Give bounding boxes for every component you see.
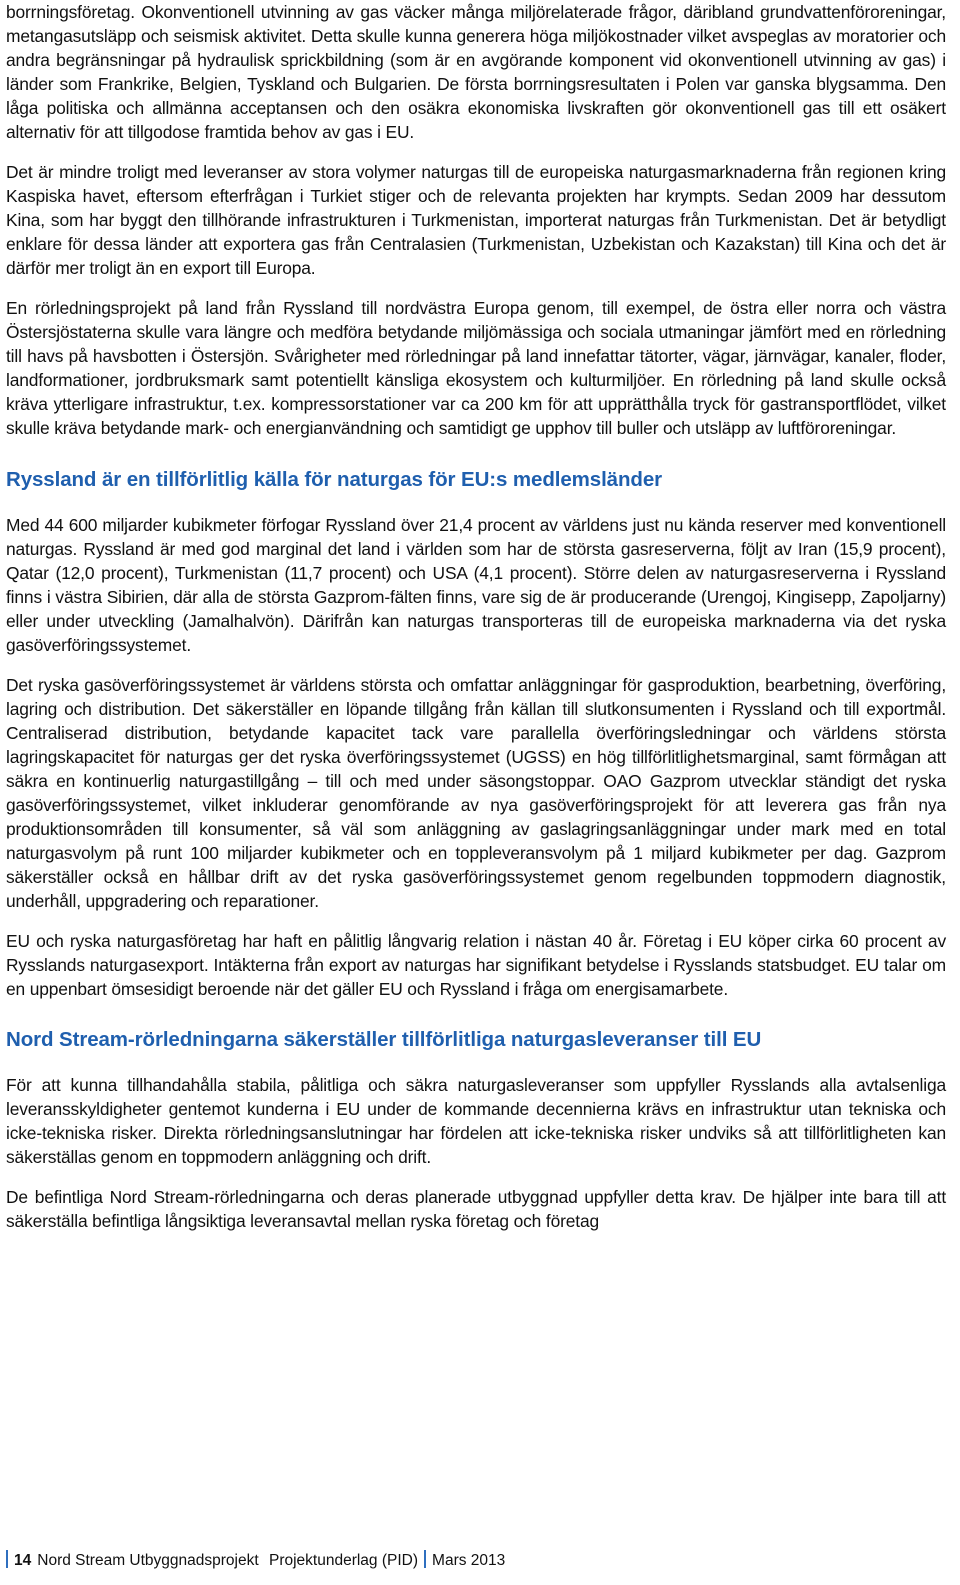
paragraph-stable-supply: För att kunna tillhandahålla stabila, pålitliga och säkra naturgasleveranser som uppfyller Rysslands alla avtalsenliga leveransskyldigheter gentemot kunderna i EU under de kommande decennierna krävs en infrastruktur utan tekniska och icke-tekniska risker. Direkta rörledningsanslutningar har fördelen att icke-tekniska risker undviks så att tillförlitligheten kan säkerställas genom en toppmodern anläggning och drift. xyxy=(6,1075,946,1167)
paragraph-russian-reserves: Med 44 600 miljarder kubikmeter förfogar Ryssland över 21,4 procent av världens just nu kända reserver med konventionell naturgas. Ryssland är med god marginal det land i världen som har de största gasreserverna, följt av Iran (15,9 procent), Qatar (12,0 procent), Turkmenistan (11,7 procent) och USA (4,1 procent). Större delen av naturgasreserverna i Ryssland finns i västra Sibirien, där alla de största Gazprom-fälten finns, vare sig de är producerande (Urengoj, Kingisepp, Zapoljarny) eller under utveckling (Jamalhalvön). Därifrån kan naturgas transporteras till de europeiska marknaderna via det ryska gasöverföringssystemet. xyxy=(6,515,946,655)
footer-middle-divider xyxy=(424,1550,426,1568)
section-heading-nord-stream-reliable-supply: Nord Stream-rörledningarna säkerställer tillförlitliga naturgasleveranser till EU xyxy=(6,1028,762,1051)
footer-project-title: Nord Stream Utbyggnadsprojekt xyxy=(37,1552,259,1569)
paragraph-caspian-region: Det är mindre troligt med leveranser av stora volymer naturgas till de europeiska naturgasmarknaderna från regionen kring Kaspiska havet, eftersom efterfrågan i Turkiet stiger och de relevanta projekten har krympts. Sedan 2009 har dessutom Kina, som har byggt den tillhörande infrastrukturen i Turkmenistan, importerat naturgas från Turkmenistan. Det är betydligt enklare för dessa länder att exportera gas från Centralasien (Turkmenistan, Uzbekistan och Kazakstan) till Kina och det är därför mer troligt än en export till Europa. xyxy=(6,162,946,278)
paragraph-unconventional-gas: borrningsföretag. Okonventionell utvinning av gas väcker många miljörelaterade frågor, däribland grundvattenföroreningar, metangasutsläpp och seismisk aktivitet. Detta skulle kunna generera höga miljökostnader vilket avspeglas av moratorier och andra begränsningar på hydraulisk sprickbildning (som är en avgörande komponent vid okonventionell utvinning av gas) i länder som Frankrike, Belgien, Tyskland och Bulgarien. De första borrningsresultaten i Polen var ganska blygsamma. Den låga politiska och allmänna acceptansen och den osäkra ekonomiska livskraften gör okonventionell gas till ett osäkert alternativ för att tillgodose framtida behov av gas i EU. xyxy=(6,2,946,142)
footer-document-name: Projektunderlag (PID) xyxy=(268,1552,419,1569)
footer-date: Mars 2013 xyxy=(432,1552,506,1569)
document-page xyxy=(6,0,946,1233)
paragraph-existing-pipelines: De befintliga Nord Stream-rörledningarna och deras planerade utbyggnad uppfyller detta krav. De hjälper inte bara till att säkerställa befintliga långsiktiga leveransavtal mellan ryska företag och företag xyxy=(6,1187,946,1231)
paragraph-onshore-pipeline: En rörledningsprojekt på land från Ryssland till nordvästra Europa genom, till exempel, de östra eller norra och västra Östersjöstaterna skulle vara längre och medföra betydande miljömässiga och sociala utmaningar jämfört med en rörledning till havs på havsbotten i Östersjön. Svårigheter med rörledningar på land innefattar tätorter, vägar, järnvägar, kanaler, floder, landformationer, jordbruksmark samt potentiellt känsliga ekosystem och kulturmiljöer. En rörledning på land skulle också kräva ytterligare infrastruktur, t.ex. kompressorstationer var ca 200 km för att upprätthålla tryck för gastransportflödet, vilket skulle kräva betydande mark- och energianvändning och samtidigt ge upphov till buller och utsläpp av luftföroreningar. xyxy=(6,298,946,438)
paragraph-gas-transmission-system: Det ryska gasöverföringssystemet är världens största och omfattar anläggningar för gasproduktion, bearbetning, överföring, lagring och distribution. Det säkerställer en löpande tillgång från källan till slutkonsumenten i Ryssland och till exportmål. Centraliserad distribution, betydande kapacitet tack vare parallella överföringsledningar och världens största lagringskapacitet för naturgas ger det ryska överföringssystemet (UGSS) en hög tillförlitlighetsmarginal, samt förmågan att säkra en kontinuerlig naturgastillgång – till och med under säsongstoppar. OAO Gazprom utvecklar ständigt det ryska gasöverföringssystemet, vilket inkluderar genomförande av nya gasöverföringsprojekt för att leverera gas från nya produktionsområden till konsumenter, så väl som anläggning av gaslagringsanläggningar under mark med en total naturgasvolym på runt 100 miljarder kubikmeter och en toppleveransvolym på 1 miljard kubikmeter per dag. Gazprom säkerställer också en hållbar drift av det ryska gasöverföringssystemet genom regelbunden toppmodern diagnostik, underhåll, uppgradering och reparationer. xyxy=(6,675,946,911)
section-heading-russia-reliable-source: Ryssland är en tillförlitlig källa för naturgas för EU:s medlemsländer xyxy=(6,468,663,491)
footer-page-number: 14 xyxy=(14,1552,32,1569)
paragraph-eu-russia-relation: EU och ryska naturgasföretag har haft en pålitlig långvarig relation i nästan 40 år. Företag i EU köper cirka 60 procent av Rysslands naturgasexport. Intäkterna från export av naturgas har signifikant betydelse i Rysslands statsbudget. EU talar om en uppenbart ömsesidigt beroende när det gäller EU och Ryssland i fråga om energisamarbete. xyxy=(6,931,946,999)
footer-left-divider xyxy=(6,1550,8,1568)
page-footer xyxy=(6,1546,606,1576)
